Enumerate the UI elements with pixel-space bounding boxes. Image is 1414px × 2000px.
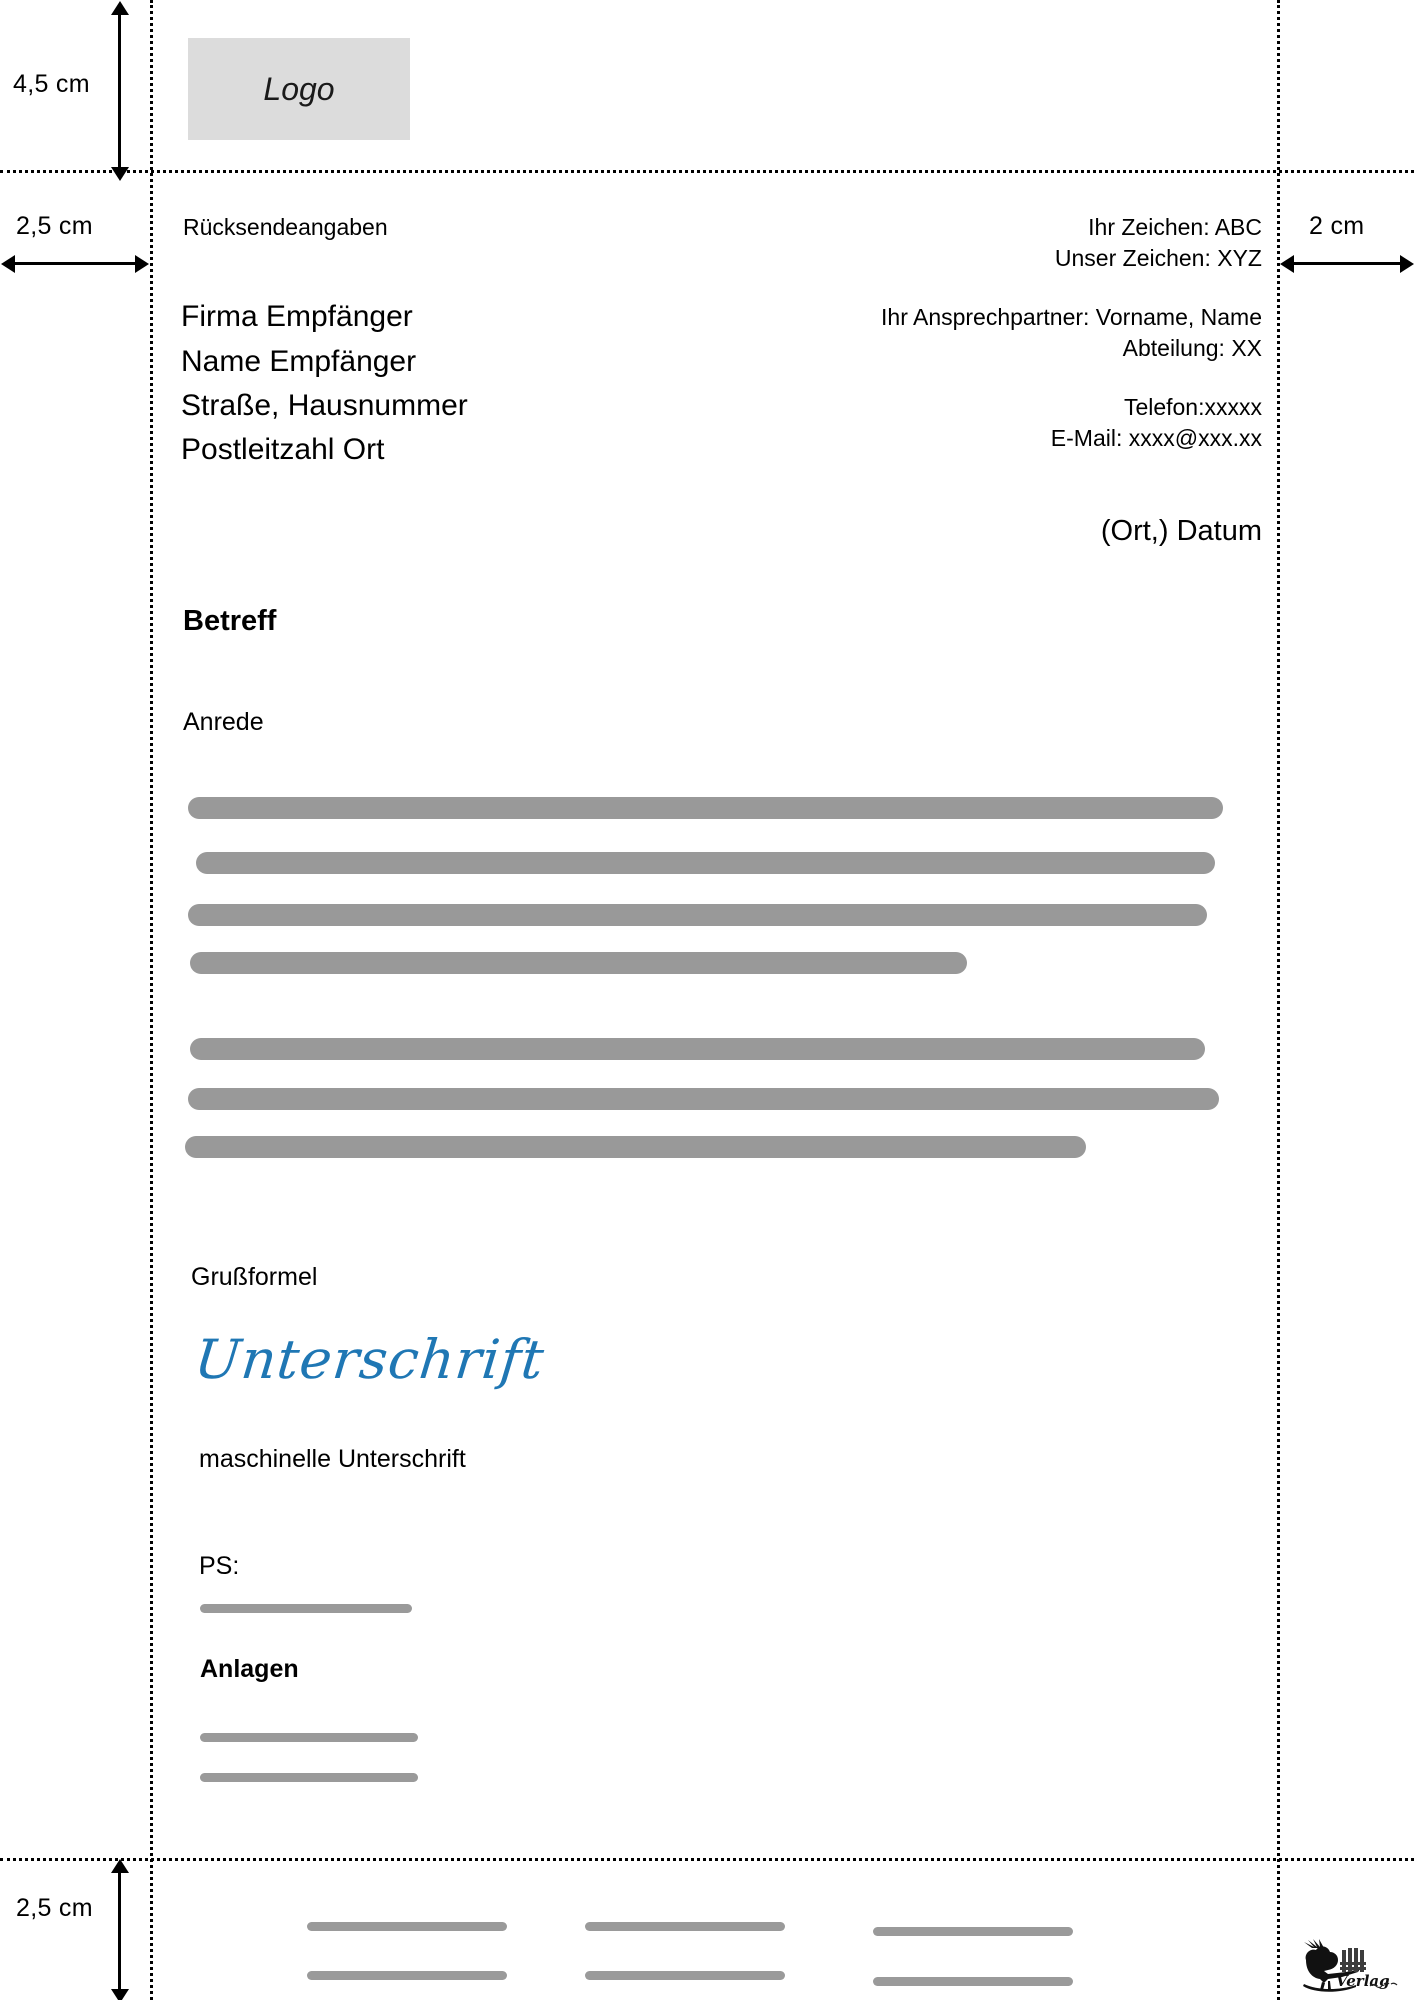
return-address-info: Rücksendeangaben [183,214,388,240]
raven-logo-icon [1294,1938,1398,1994]
logo-placeholder[interactable] [188,38,410,140]
subject-line: Betreff [183,605,277,637]
body-text-line [188,904,1207,926]
guide-line-footer-top [0,1858,1414,1861]
attachment-line [200,1773,418,1782]
body-text-line [188,797,1223,819]
dimension-label-bottom: 2,5 cm [16,1894,93,1922]
footer-line [585,1922,785,1931]
contact-department: Abteilung: XX [1122,335,1262,361]
recipient-line-city: Postleitzahl Ort [181,433,385,466]
our-reference: Unser Zeichen: XYZ [1054,245,1262,271]
attachments-label: Anlagen [200,1655,299,1683]
contact-person: Ihr Ansprechpartner: Vorname, Name [881,304,1262,330]
footer-line [873,1927,1073,1936]
date-value: (Ort,) Datum [1100,515,1262,547]
date-line [662,515,1262,548]
footer-line [307,1922,507,1931]
footer-line [585,1971,785,1980]
ps-text-line [200,1604,412,1613]
machine-signature: maschinelle Unterschrift [199,1445,466,1473]
dimension-label-left: 2,5 cm [16,212,93,240]
guide-line-left-margin [150,0,153,2000]
dimension-label-right: 2 cm [1309,212,1365,240]
publisher-name-text: Verlag [1336,1972,1390,1990]
publisher-logo [1294,1938,1398,1994]
dimension-arrow-left [14,262,136,265]
footer-line [873,1977,1073,1986]
guide-line-right-margin [1277,0,1280,2000]
body-text-line [190,952,967,974]
dimension-arrow-right [1293,262,1401,265]
footer-line [307,1971,507,1980]
dimension-arrow-bottom [118,1872,121,1990]
dimension-arrow-top [118,14,121,168]
body-text-line [185,1136,1086,1158]
body-text-line [188,1088,1219,1110]
attachment-line [200,1733,418,1742]
logo-label: Logo [263,70,335,107]
contact-phone: Telefon:xxxxx [1123,394,1262,420]
recipient-line-company: Firma Empfänger [181,300,413,333]
recipient-line-name: Name Empfänger [181,345,417,378]
guide-line-header-bottom [0,170,1414,173]
dimension-label-top: 4,5 cm [13,70,90,98]
recipient-line-street: Straße, Hausnummer [181,389,468,422]
body-text-line [196,852,1215,874]
closing-formula: Grußformel [191,1263,318,1291]
reference-block [662,212,1262,454]
body-text-line [190,1038,1205,1060]
salutation-line: Anrede [183,708,264,736]
ps-label: PS: [199,1552,240,1580]
your-reference: Ihr Zeichen: ABC [1088,214,1262,240]
handwritten-signature: Unterschrift [191,1328,548,1391]
contact-email: E-Mail: xxxx@xxx.xx [1050,425,1262,451]
